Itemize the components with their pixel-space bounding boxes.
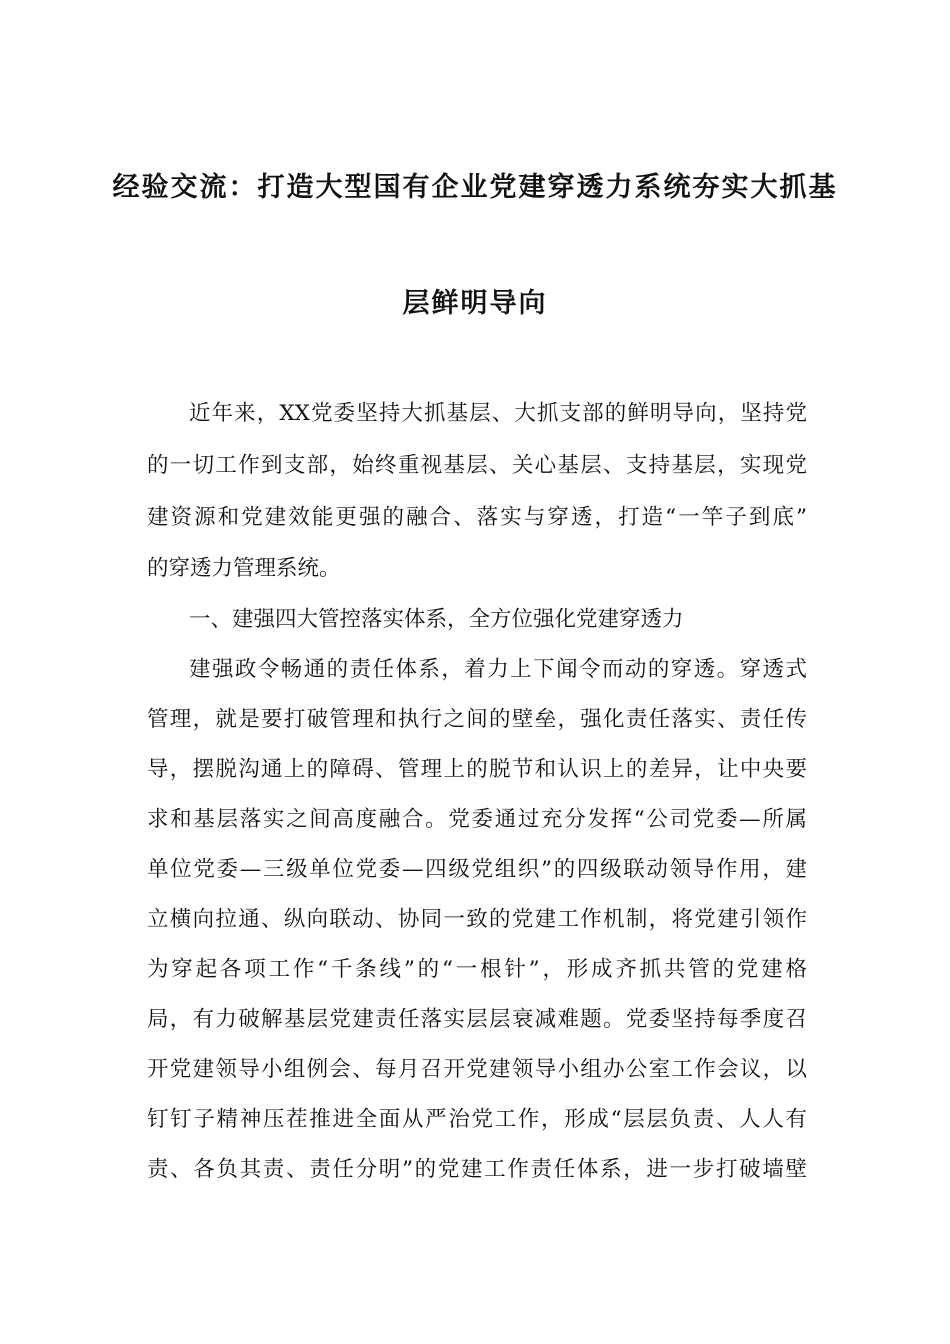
paragraph-line: 求和基层落实之间高度融合。党委通过充分发挥“公司党委—所属: [147, 807, 807, 832]
paragraph-line: 钉钉子精神压茬推进全面从严治党工作，形成“层层负责、人人有: [147, 1107, 807, 1132]
paragraph-line: 的一切工作到支部，始终重视基层、关心基层、支持基层，实现党: [147, 453, 807, 478]
paragraph-line: 开党建领导小组例会、每月召开党建领导小组办公室工作会议，以: [147, 1057, 807, 1082]
paragraph-line: 近年来，XX党委坚持大抓基层、大抓支部的鲜明导向，坚持党: [189, 401, 807, 426]
paragraph-line: 管理，就是要打破管理和执行之间的壁垒，强化责任落实、责任传: [147, 707, 807, 732]
document-title-line-2: 层鲜明导向: [402, 288, 548, 319]
paragraph-line: 责、各负其责、责任分明”的党建工作责任体系，进一步打破墙壁: [147, 1157, 807, 1182]
paragraph-line: 建资源和党建效能更强的融合、落实与穿透，打造“一竿子到底”: [147, 505, 807, 530]
paragraph-line: 为穿起各项工作“千条线”的“一根针”，形成齐抓共管的党建格: [147, 957, 807, 982]
paragraph-line: 的穿透力管理系统。: [147, 556, 341, 581]
paragraph-line: 导，摆脱沟通上的障碍、管理上的脱节和认识上的差异，让中央要: [147, 757, 807, 782]
paragraph-line: 局，有力破解基层党建责任落实层层衰减难题。党委坚持每季度召: [147, 1007, 807, 1032]
section-heading: 一、建强四大管控落实体系，全方位强化党建穿透力: [189, 607, 684, 632]
paragraph-line: 单位党委—三级单位党委—四级党组织”的四级联动领导作用，建: [147, 857, 807, 882]
paragraph-line: 建强政令畅通的责任体系，着力上下闻令而动的穿透。穿透式: [189, 657, 807, 682]
paragraph-line: 立横向拉通、纵向联动、协同一致的党建工作机制，将党建引领作: [147, 907, 807, 932]
document-title-line-1: 经验交流：打造大型国有企业党建穿透力系统夯实大抓基: [112, 172, 838, 203]
